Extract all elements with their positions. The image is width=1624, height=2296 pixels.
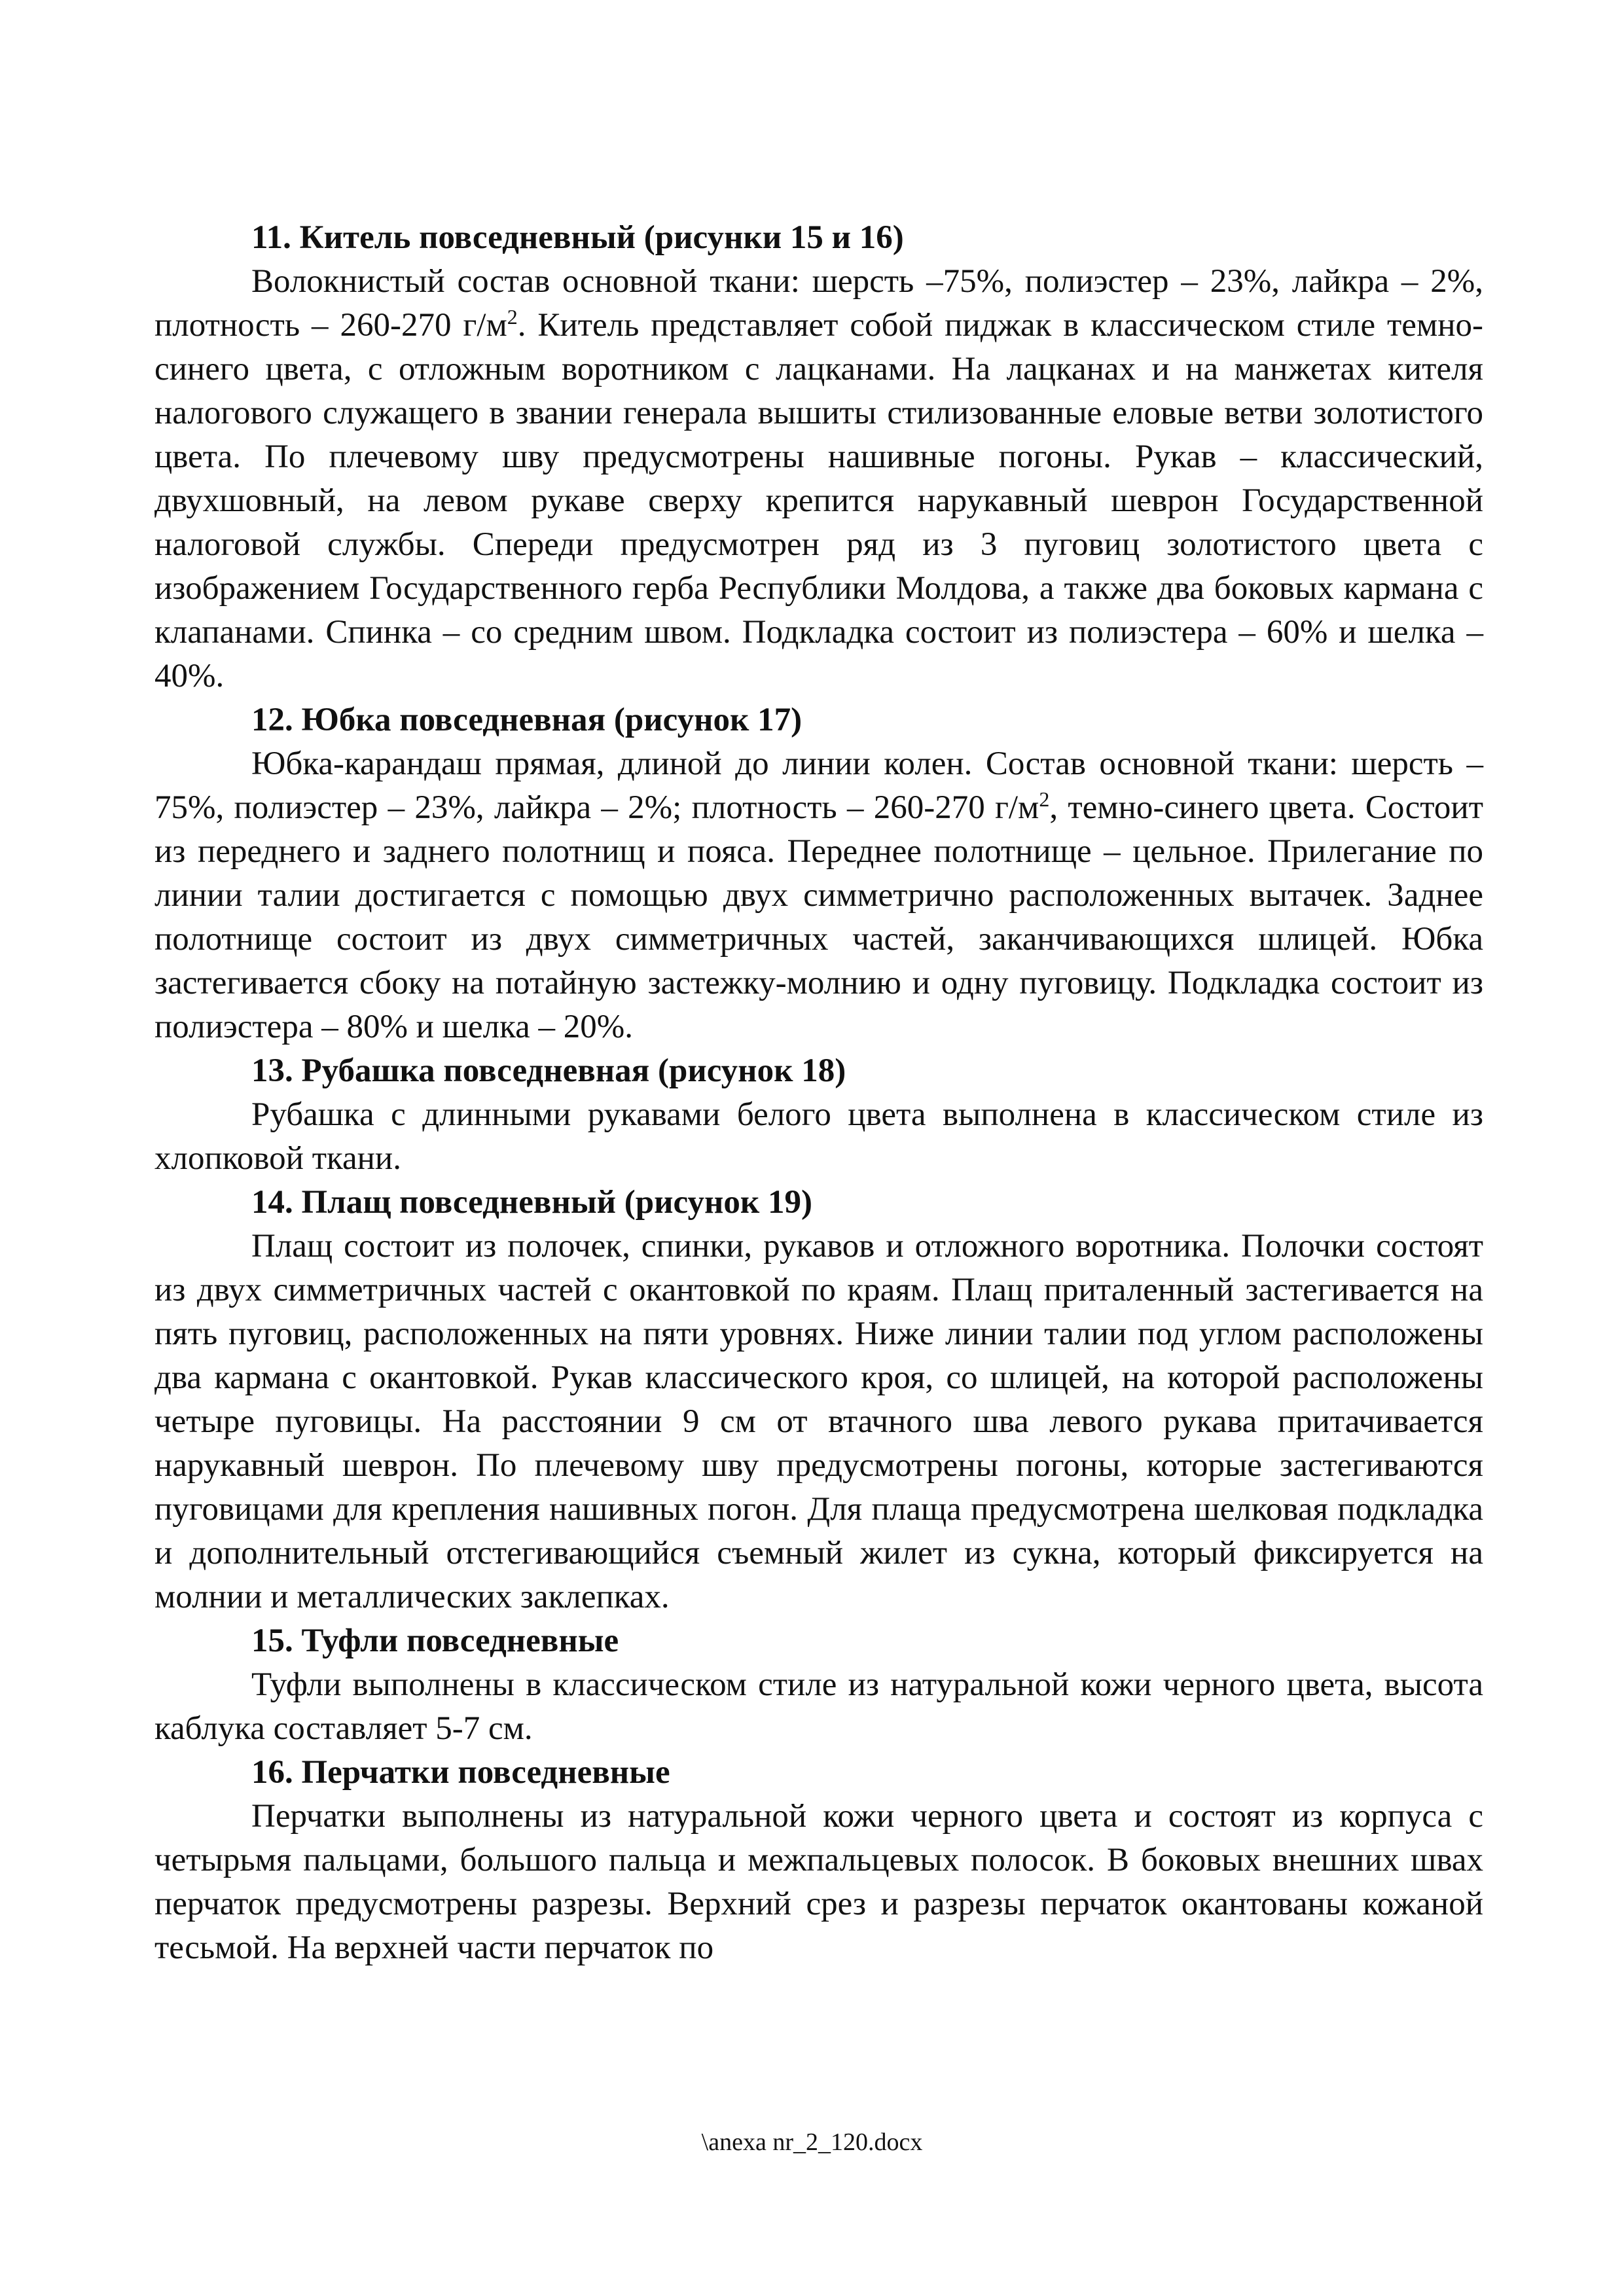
body-text: Волокнистый состав основной ткани: шерсть –75%, полиэстер – 23%, лайкра – 2%, плотность – 260-270 г/м xyxy=(154,263,1483,344)
document-page xyxy=(154,216,1483,1970)
superscript: 2 xyxy=(507,305,518,329)
section-heading-tufli: 15. Туфли повседневные xyxy=(251,1623,619,1659)
section-body-rubashka: Рубашка с длинными рукавами белого цвета выполнена в классическом стиле из хлопковой ткани. xyxy=(154,1096,1483,1177)
section-body-tufli: Туфли выполнены в классическом стиле из натуральной кожи черного цвета, высота каблука составляет 5-7 см. xyxy=(154,1666,1483,1747)
section-heading-perchatki: 16. Перчатки повседневные xyxy=(251,1754,670,1791)
body-text: . Китель представляет собой пиджак в классическом стиле темно-синего цвета, с отложным воротником с лацканами. На лацканах и на манжетах кителя налогового служащего в звании генерала вышиты стилизованные еловые ветви золотистого цвета. По плечевому шву предусмотрены нашивные погоны. Рукав – классический, двухшовный, на левом рукаве сверху крепится нарукавный шеврон Государственной налоговой службы. Спереди предусмотрен ряд из 3 пуговиц золотистого цвета с изображением Государственного герба Республики Молдова, а также два боковых кармана с клапанами. Спинка – со средним швом. Подкладка состоит из полиэстера – 60% и шелка – 40%. xyxy=(154,307,1483,694)
section-heading-kitel: 11. Китель повседневный (рисунки 15 и 16) xyxy=(251,219,904,256)
body-text: Юбка-карандаш прямая, длиной до линии колен. Состав основной ткани: шерсть –75%, полиэстер – 23%, лайкра – 2%; плотность – 260-270 г/м xyxy=(154,745,1483,826)
section-body-plashch: Плащ состоит из полочек, спинки, рукавов и отложного воротника. Полочки состоят из двух симметричных частей с окантовкой по краям. Плащ приталенный застегивается на пять пуговиц, расположенных на пяти уровнях. Ниже линии талии под углом расположены два кармана с окантовкой. Рукав классического кроя, со шлицей, на которой расположены четыре пуговицы. На расстоянии 9 см от втачного шва левого рукава притачивается нарукавный шеврон. По плечевому шву предусмотрены погоны, которые застегиваются пуговицами для крепления нашивных погон. Для плаща предусмотрена шелковая подкладка и дополнительный отстегивающийся съемный жилет из сукна, который фиксируется на молнии и металлических заклепках. xyxy=(154,1228,1483,1615)
page-footer: \anexa nr_2_120.docx xyxy=(701,2128,923,2156)
section-heading-yubka: 12. Юбка повседневная (рисунок 17) xyxy=(251,702,803,738)
section-body-perchatki: Перчатки выполнены из натуральной кожи черного цвета и состоят из корпуса с четырьмя пальцами, большого пальца и межпальцевых полосок. В боковых внешних швах перчаток предусмотрены разрезы. Верхний срез и разрезы перчаток окантованы кожаной тесьмой. На верхней части перчаток по xyxy=(154,1798,1483,1966)
superscript: 2 xyxy=(1039,787,1050,811)
section-heading-plashch: 14. Плащ повседневный (рисунок 19) xyxy=(251,1184,812,1221)
body-text: , темно-синего цвета. Состоит из переднего и заднего полотнищ и пояса. Переднее полотнище – цельное. Прилегание по линии талии достигается с помощью двух симметрично расположенных вытачек. Заднее полотнище состоит из двух симметричных частей, заканчивающихся шлицей. Юбка застегивается сбоку на потайную застежку-молнию и одну пуговицу. Подкладка состоит из полиэстера – 80% и шелка – 20%. xyxy=(154,789,1483,1045)
section-heading-rubashka: 13. Рубашка повседневная (рисунок 18) xyxy=(251,1052,846,1089)
section-body-kitel xyxy=(154,260,1483,698)
section-body-yubka xyxy=(154,742,1483,1049)
